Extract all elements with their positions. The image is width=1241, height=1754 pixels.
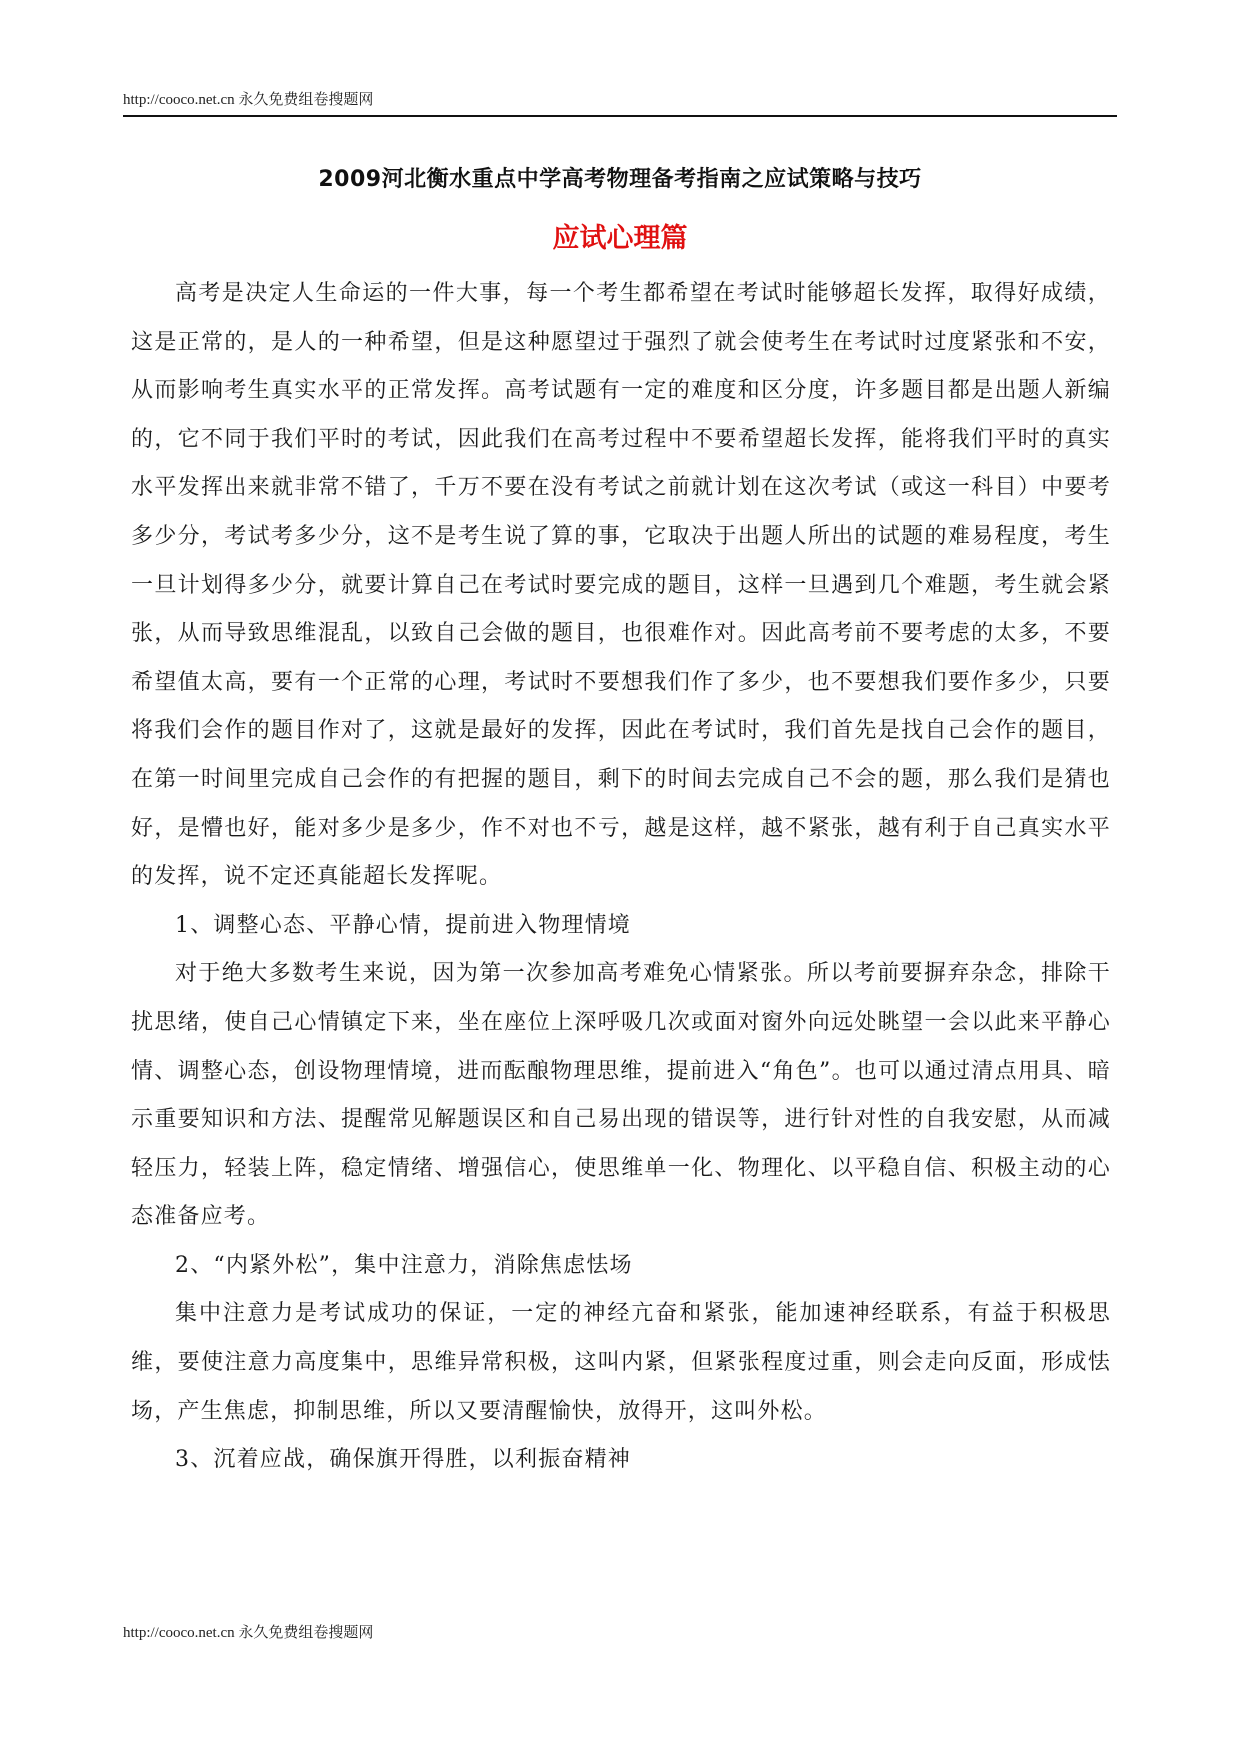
- header-divider: [123, 115, 1117, 117]
- heading-item-2: 2、“内紧外松”，集中注意力，消除焦虑怯场: [175, 1252, 633, 1278]
- document-body: [131, 270, 1111, 1485]
- header-source-text: http://cooco.net.cn 永久免费组卷搜题网: [123, 92, 374, 108]
- document-title: 2009河北衡水重点中学高考物理备考指南之应试策略与技巧: [318, 167, 922, 192]
- paragraph-intro: 高考是决定人生命运的一件大事，每一个考生都希望在考试时能够超长发挥，取得好成绩，这是正常的，是人的一种希望，但是这种愿望过于强烈了就会使考生在考试时过度紧张和不安，从而影响考生真实水平的正常发挥。高考试题有一定的难度和区分度，许多题目都是出题人新编的，它不同于我们平时的考试，因此我们在高考过程中不要希望超长发挥，能将我们平时的真实水平发挥出来就非常不错了，千万不要在没有考试之前就计划在这次考试（或这一科目）中要考多少分，考试考多少分，这不是考生说了算的事，它取决于出题人所出的试题的难易程度，考生一旦计划得多少分，就要计算自己在考试时要完成的题目，这样一旦遇到几个难题，考生就会紧张，从而导致思维混乱，以致自己会做的题目，也很难作对。因此高考前不要考虑的太多，不要希望值太高，要有一个正常的心理，考试时不要想我们作了多少，也不要想我们要作多少，只要将我们会作的题目作对了，这就是最好的发挥，因此在考试时，我们首先是找自己会作的题目，在第一时间里完成自己会作的有把握的题目，剩下的时间去完成自己不会的题，那么我们是猜也好，是懵也好，能对多少是多少，作不对也不亏，越是这样，越不紧张，越有利于自己真实水平的发挥，说不定还真能超长发挥呢。: [131, 281, 1111, 890]
- footer-source-text: http://cooco.net.cn 永久免费组卷搜题网: [123, 1625, 374, 1641]
- paragraph-item-2: 集中注意力是考试成功的保证，一定的神经亢奋和紧张，能加速神经联系，有益于积极思维，要使注意力高度集中，思维异常积极，这叫内紧，但紧张程度过重，则会走向反面，形成怯场，产生焦虑，抑制思维，所以又要清醒愉快，放得开，这叫外松。: [131, 1301, 1111, 1424]
- section-title: 应试心理篇: [552, 223, 688, 254]
- heading-item-3: 3、沉着应战，确保旗开得胜，以利振奋精神: [175, 1447, 631, 1473]
- heading-item-1: 1、调整心态、平静心情，提前进入物理情境: [175, 912, 631, 938]
- paragraph-item-1: 对于绝大多数考生来说，因为第一次参加高考难免心情紧张。所以考前要摒弃杂念，排除干扰思绪，使自己心情镇定下来，坐在座位上深呼吸几次或面对窗外向远处眺望一会以此来平静心情、调整心态，创设物理情境，进而酝酿物理思维，提前进入“角色”。也可以通过清点用具、暗示重要知识和方法、提醒常见解题误区和自己易出现的错误等，进行针对性的自我安慰，从而减轻压力，轻装上阵，稳定情绪、增强信心，使思维单一化、物理化、以平稳自信、积极主动的心态准备应考。: [131, 961, 1111, 1230]
